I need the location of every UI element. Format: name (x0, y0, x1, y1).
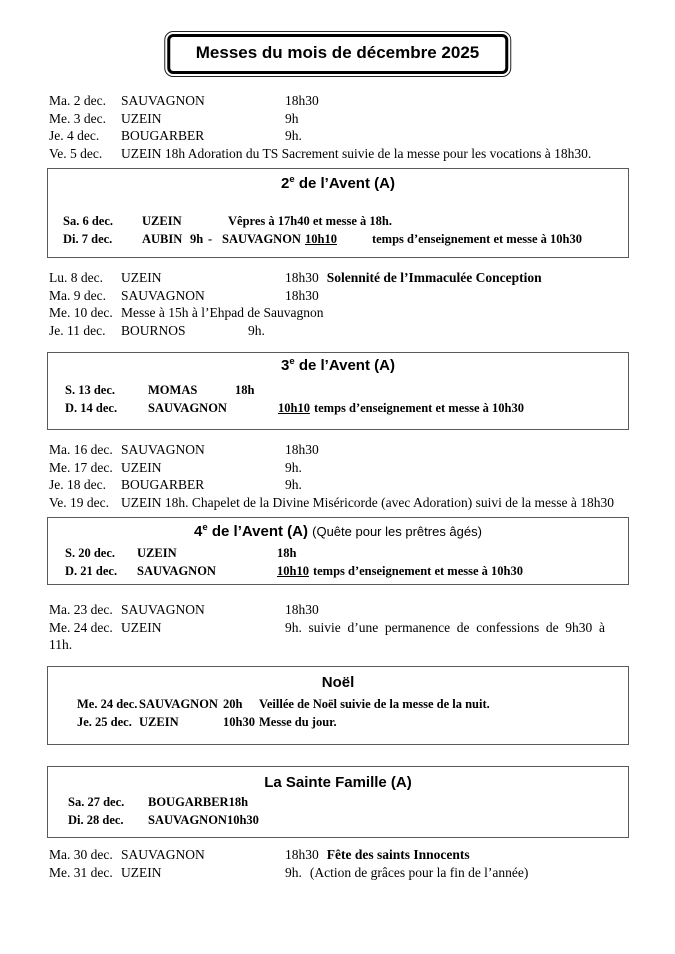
detail-cell: temps d’enseignement et messe à 10h30 (313, 400, 524, 415)
schedule-row (49, 846, 628, 864)
detail-cell: UZEIN 18h Adoration du TS Sacrement suivie de la messe pour les vocations à 18h30. (121, 146, 592, 162)
detail-cell: temps d’enseignement et messe à 10h30 (371, 231, 582, 246)
box-rows (48, 213, 628, 248)
schedule-row (49, 304, 628, 322)
place-cell: UZEIN (142, 214, 182, 228)
time-cell: 9h (285, 110, 299, 126)
feast-box-4e-avent (47, 517, 629, 585)
schedule-row (77, 696, 628, 714)
schedule-row (49, 476, 628, 494)
schedule-row (49, 864, 628, 882)
title-ordinal: 4 (194, 523, 203, 540)
time-cell: 18h (235, 383, 255, 397)
place-cell: AUBIN (142, 231, 183, 246)
place-cell: SAUVAGNON (121, 602, 205, 617)
place-cell: SAUVAGNON (148, 812, 227, 827)
title-ordinal: 3 (281, 357, 290, 374)
title-superscript: e (202, 522, 208, 533)
place-cell: UZEIN (121, 864, 162, 880)
time-cell: 10h30 (223, 714, 255, 729)
place-cell: UZEIN (121, 459, 162, 475)
date-cell: Sa. 6 dec. (63, 214, 113, 228)
date-cell: Je. 11 dec. (49, 323, 106, 339)
place-cell: BOURNOS (121, 323, 186, 339)
schedule-row (49, 459, 628, 477)
feast-box-sainte-famille (47, 766, 629, 838)
box-title: La Sainte Famille (A) (264, 774, 412, 791)
time-cell: 9h. (248, 323, 265, 339)
detail-cell: UZEIN 18h. Chapelet de la Divine Miséricorde (avec Adoration) suivi de la messe à 18h30 (121, 495, 614, 511)
schedule-row (49, 619, 605, 654)
schedule-row (63, 231, 628, 249)
place-cell: SAUVAGNON (121, 847, 205, 862)
time-underlined-cell: 10h10 (305, 231, 337, 246)
schedule-row (49, 269, 628, 287)
time-cell: 18h30 (285, 287, 319, 303)
date-cell: S. 13 dec. (65, 383, 115, 397)
time-cell: 18h30 (285, 270, 319, 285)
place-cell: SAUVAGNON (121, 442, 205, 457)
time-cell: 9h. (285, 477, 302, 493)
title-box (164, 31, 511, 77)
place-cell: BOUGARBER (121, 477, 205, 493)
schedule-row (49, 494, 628, 512)
place-cell: SAUVAGNON (121, 287, 205, 303)
box-rows (48, 794, 628, 829)
mass-schedule-list-5 (49, 846, 628, 881)
schedule-row (77, 714, 628, 732)
time-cell: 9h (190, 231, 204, 246)
time-cell: 10h30 (226, 812, 259, 827)
schedule-row (65, 545, 628, 563)
date-cell: Ma. 23 dec. (49, 602, 113, 617)
title-superscript: e (289, 174, 295, 185)
place-cell: BOUGARBER (121, 128, 205, 144)
time-cell: 18h (277, 546, 297, 560)
place-cell: SAUVAGNON (148, 400, 227, 415)
box-title (48, 174, 628, 193)
dash-separator: - (208, 231, 213, 246)
detail-cell: Messe du jour. (259, 714, 337, 729)
date-cell: Me. 24 dec. (49, 619, 113, 635)
detail-cell: Vêpres à 17h40 et messe à 18h. (228, 214, 392, 228)
date-cell: S. 20 dec. (65, 546, 115, 560)
schedule-row (49, 145, 628, 163)
date-cell: Ma. 16 dec. (49, 442, 113, 457)
feast-note: Fête des saints Innocents (326, 847, 470, 862)
feast-box-noel (47, 666, 629, 745)
mass-schedule-list-1 (49, 92, 628, 163)
title-text: de l’Avent (A) (294, 175, 395, 192)
schedule-row (49, 601, 628, 619)
date-cell: Ve. 5 dec. (49, 146, 103, 162)
time-cell: 18h30 (285, 847, 319, 862)
schedule-row (49, 127, 628, 145)
date-cell: Me. 10 dec. (49, 305, 113, 321)
date-cell: Je. 4 dec. (49, 128, 100, 144)
date-cell: Je. 18 dec. (49, 477, 106, 493)
page-title: Messes du mois de décembre 2025 (167, 34, 508, 74)
date-cell: D. 21 dec. (65, 563, 118, 578)
title-subtitle: (Quête pour les prêtres âgés) (312, 524, 482, 539)
detail-cell: Veillée de Noël suivie de la messe de la nuit. (259, 697, 490, 711)
date-cell: Di. 7 dec. (63, 231, 113, 246)
date-cell: Me. 31 dec. (49, 864, 113, 880)
schedule-row (49, 322, 628, 340)
date-cell: Me. 24 dec. (77, 697, 138, 711)
date-cell: Je. 25 dec. (77, 714, 132, 729)
time-cell: 9h. (285, 459, 302, 475)
time-underlined-cell: 10h10 (278, 400, 310, 415)
date-cell: Lu. 8 dec. (49, 270, 103, 285)
date-cell: Me. 3 dec. (49, 110, 106, 126)
detail-cell: Messe à 15h à l’Ehpad de Sauvagnon (121, 305, 324, 321)
place-cell: UZEIN (137, 546, 177, 560)
feast-box-3e-avent (47, 352, 629, 430)
place-cell: UZEIN (139, 714, 179, 729)
schedule-row (49, 110, 628, 128)
place-cell: BOUGARBER (148, 795, 229, 809)
feast-note: Solennité de l’Immaculée Conception (326, 270, 542, 285)
box-rows (48, 696, 628, 731)
place-cell: UZEIN (121, 110, 162, 126)
schedule-row (65, 563, 628, 581)
time-cell: 9h. (285, 128, 302, 144)
place-cell: SAUVAGNON (139, 697, 218, 711)
mass-schedule-list-2 (49, 269, 628, 340)
time-cell: 18h30 (285, 93, 319, 108)
date-cell: Me. 17 dec. (49, 459, 113, 475)
time-underlined-cell: 10h10 (277, 563, 309, 578)
plain-note: (Action de grâces pour la fin de l’année) (309, 864, 529, 880)
schedule-row (68, 812, 628, 830)
box-rows (48, 382, 628, 417)
title-ordinal: 2 (281, 175, 290, 192)
time-cell: 9h. (285, 864, 302, 880)
detail-cell: 9h. suivie d’une permanence de confessions de 9h30 à 11h. (49, 619, 605, 653)
date-cell: Ve. 19 dec. (49, 495, 109, 511)
place-cell: MOMAS (148, 383, 198, 397)
place-cell: UZEIN (121, 270, 162, 285)
time-cell: 18h30 (285, 442, 319, 457)
schedule-row (49, 287, 628, 305)
time-cell: 18h (228, 795, 249, 809)
title-text: de l’Avent (A) (207, 523, 313, 540)
mass-schedule-list-3 (49, 441, 628, 512)
title-superscript: e (289, 356, 295, 367)
place-cell: UZEIN (121, 619, 162, 635)
detail-cell: temps d’enseignement et messe à 10h30 (312, 563, 523, 578)
title-text: de l’Avent (A) (294, 357, 395, 374)
date-cell: Ma. 30 dec. (49, 847, 113, 862)
date-cell: Ma. 9 dec. (49, 287, 106, 303)
time-cell: 18h30 (285, 602, 319, 617)
mass-schedule-list-4 (49, 601, 628, 654)
schedule-row (68, 794, 628, 812)
schedule-row (65, 400, 628, 418)
place-cell: SAUVAGNON (222, 231, 301, 246)
schedule-row (49, 92, 628, 110)
feast-box-2e-avent (47, 168, 629, 258)
box-title (48, 356, 628, 375)
place-cell: SAUVAGNON (137, 563, 216, 578)
date-cell: Sa. 27 dec. (68, 795, 125, 809)
date-cell: D. 14 dec. (65, 400, 118, 415)
box-rows (48, 545, 628, 580)
schedule-row (63, 213, 628, 231)
place-cell: SAUVAGNON (121, 93, 205, 108)
date-cell: Di. 28 dec. (68, 812, 124, 827)
box-title: Noël (321, 674, 355, 691)
schedule-row (49, 441, 628, 459)
schedule-row (65, 382, 628, 400)
date-cell: Ma. 2 dec. (49, 93, 106, 108)
time-cell: 20h (223, 697, 243, 711)
box-title (48, 522, 628, 541)
